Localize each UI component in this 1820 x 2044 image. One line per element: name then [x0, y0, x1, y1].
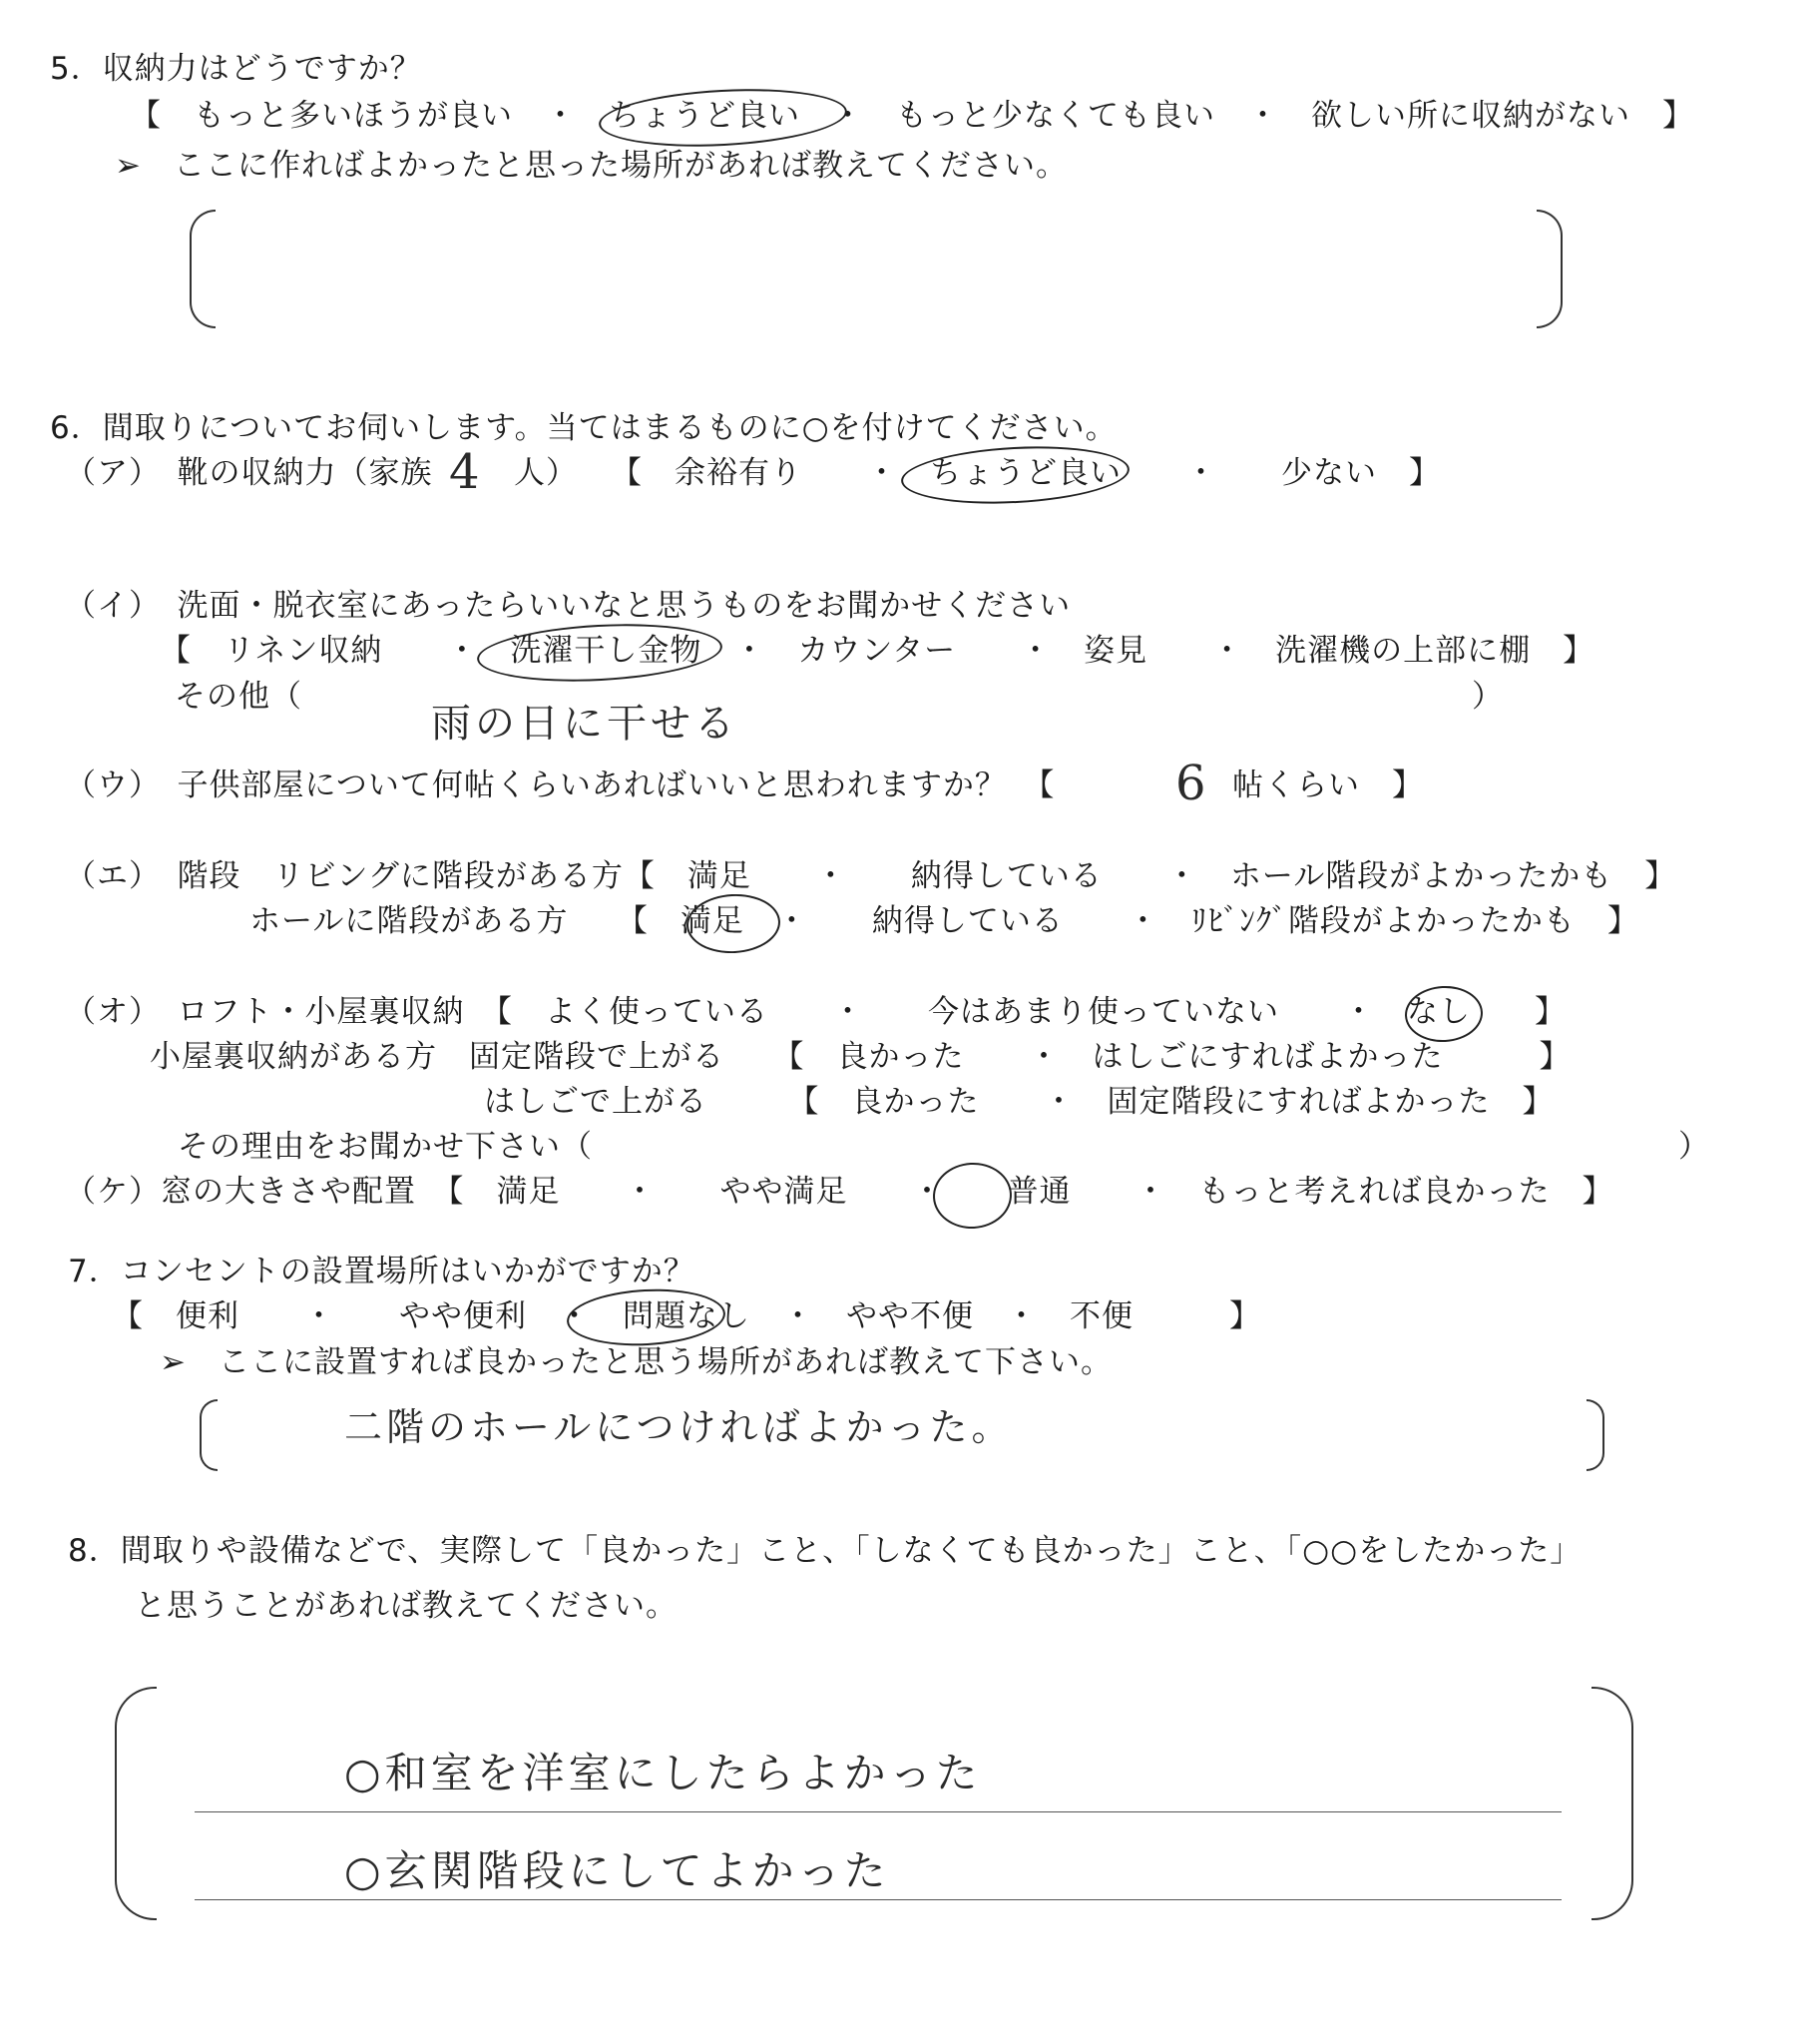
q5-prompt: ➢ ここに作ればよかったと思った場所があれば教えてください。 [115, 148, 1068, 184]
q7-answer-bracket-left [200, 1399, 218, 1471]
q6-e-hall: ホールに階段がある方 【 満足 ・ 納得している ・ ﾘﾋﾞﾝｸﾞ階段がよかったかも 】 [249, 903, 1639, 939]
q7-selected-circle [566, 1285, 727, 1349]
q6-a-label: （ア） 靴の収納力（家族 [65, 455, 433, 491]
q6-u-label: （ウ） 子供部屋について何帖くらいあればいいと思われますか？ 【 [65, 767, 1056, 803]
q8-answer-bracket-left [115, 1687, 157, 1920]
q6-o-attic: 小屋裏収納がある方 固定階段で上がる 【 良かった ・ はしごにすればよかった 】 [150, 1039, 1572, 1075]
q6-i-options: 【 リネン収納 ・ 洗濯干し金物 ・ カウンター ・ 姿見 ・ 洗濯機の上部に棚 】 [160, 633, 1595, 669]
q5-selected-circle [598, 84, 849, 153]
q7-title: 7．コンセントの設置場所はいかがですか？ [68, 1254, 695, 1289]
q6-ke-label: （ケ）窓の大きさや配置 【 満足 ・ やや満足 ・ 普通 ・ もっと考えれば良かった 】 [65, 1174, 1614, 1210]
q5-title: 5．収納力はどうですか？ [50, 51, 422, 87]
q7-answer: 二階のホールにつければよかった。 [344, 1405, 1014, 1449]
q8-answer-rule-1 [195, 1811, 1562, 1812]
q6-o-label: （オ） ロフト・小屋裏収納 【 よく使っている ・ 今はあまり使っていない ・ なし 】 [65, 994, 1567, 1030]
q5-answer-bracket-right [1537, 210, 1563, 328]
q8-answer-rule-2 [195, 1899, 1562, 1900]
q6-u-rest: 帖くらい 】 [1232, 767, 1424, 803]
q8-answer-1: ○和室を洋室にしたらよかった [344, 1749, 982, 1797]
q5-options: 【 もっと多いほうが良い ・ ちょうど良い ・ もっと少なくても良い ・ 欲しい所に収納がない 】 [130, 98, 1694, 134]
q6-ke-selected-circle [931, 1161, 1013, 1231]
q8-answer-bracket-right [1592, 1687, 1633, 1920]
q6-o-ladder: はしごで上がる 【 良かった ・ 固定階段にすればよかった 】 [484, 1084, 1555, 1120]
q6-i-other-close: ） [1472, 679, 1504, 715]
q6-i-other-answer: 雨の日に干せる [431, 701, 738, 747]
q6-o-reason-close: ） [1678, 1129, 1710, 1165]
q6-i-label: （イ） 洗面・脱衣室にあったらいいなと思うものをお聞かせください [65, 588, 1072, 624]
q8-title-cont: と思うことがあれば教えてください。 [135, 1588, 678, 1624]
q6-title: 6．間取りについてお伺いします。当てはまるものに○を付けてください。 [50, 410, 1118, 446]
q7-answer-bracket-right [1587, 1399, 1604, 1471]
q6-o-reason-open: その理由をお聞かせ下さい（ [178, 1129, 593, 1165]
q6-a-selected-circle [900, 441, 1132, 509]
q6-a-family-count: 4 [449, 444, 484, 500]
q7-prompt: ➢ ここに設置すれば良かったと思う場所があれば教えて下さい。 [160, 1344, 1113, 1380]
q6-a-rest: 人） 【 余裕有り ・ ちょうど良い ・ 少ない 】 [514, 455, 1441, 491]
q6-i-selected-circle [476, 619, 724, 688]
q7-options: 【 便利 ・ やや便利 ・ 問題なし ・ やや不便 ・ 不便 】 [112, 1298, 1261, 1334]
q5-answer-bracket-left [190, 210, 216, 328]
q6-i-other-open: その他（ [175, 679, 302, 715]
q6-e-label: （エ） 階段 リビングに階段がある方【 満足 ・ 納得している ・ ホール階段がよかったかも 】 [65, 858, 1677, 894]
q8-answer-2: ○玄関階段にしてよかった [344, 1846, 890, 1895]
q6-u-answer: 6 [1175, 756, 1210, 811]
q8-title: 8．間取りや設備などで、実際して「良かった」こと、「しなくても良かった」こと、「○○をしたかった」 [68, 1533, 1583, 1569]
